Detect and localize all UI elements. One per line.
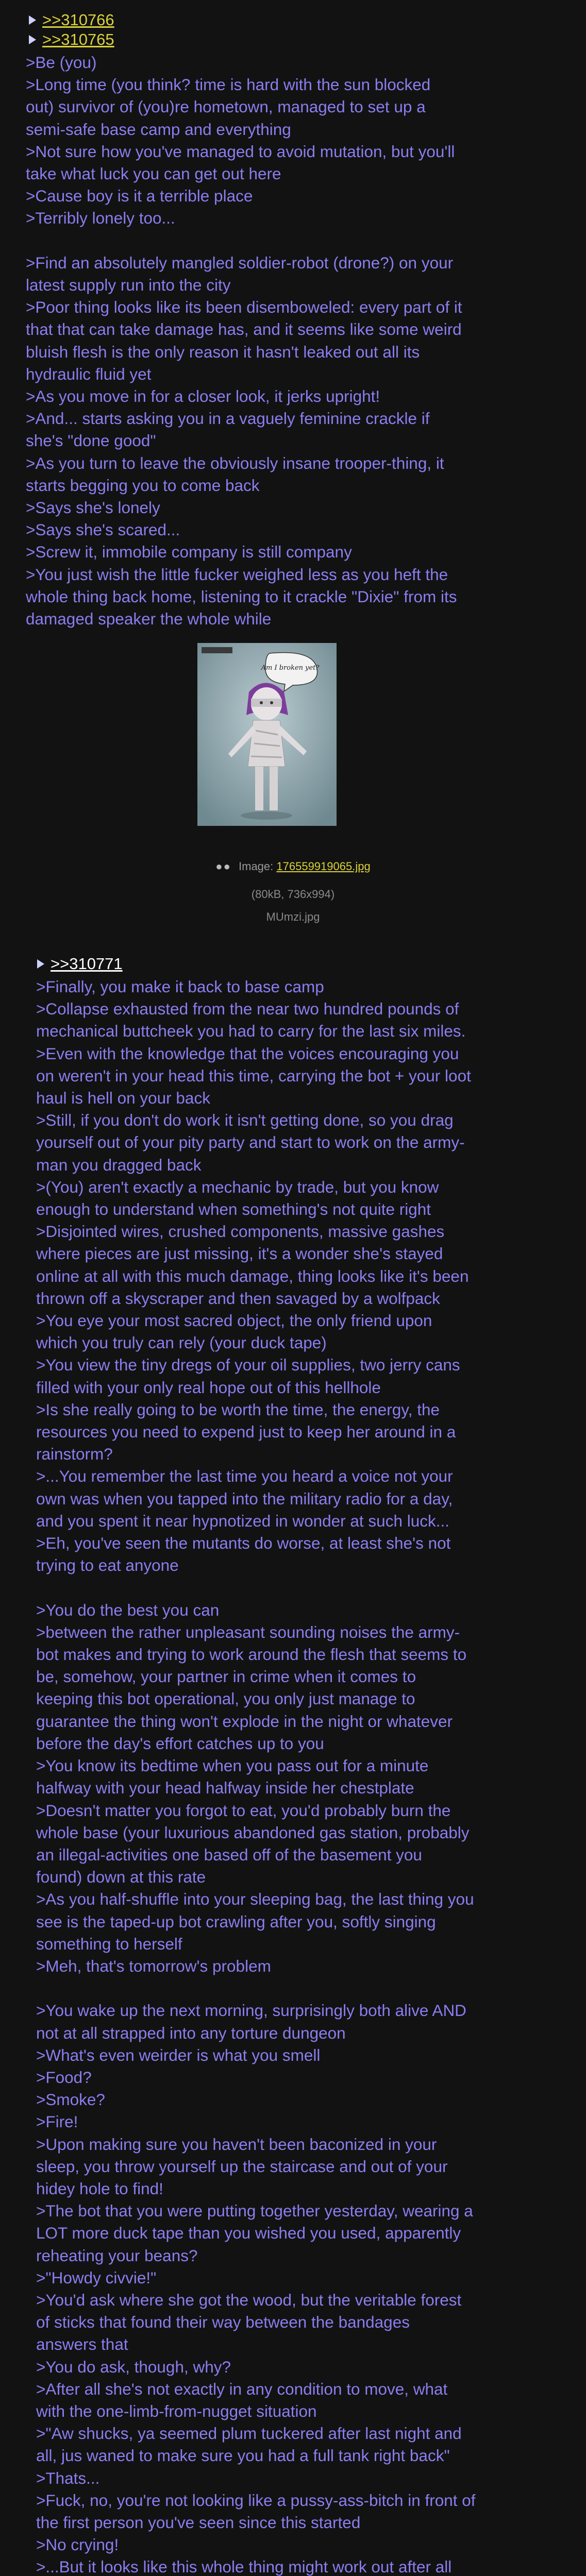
greentext-line: >The bot that you were putting together yesterday, wearing a (36, 2201, 473, 2221)
greentext-line: take what luck you can get out here (26, 164, 281, 183)
greentext-line: reheating your beans? (36, 2246, 198, 2265)
greentext-line: >Meh, that's tomorrow's problem (36, 1956, 271, 1975)
greentext-line: which you truly can rely (your duck tape) (36, 1333, 327, 1352)
greentext-line: >Says she's lonely (26, 498, 160, 517)
greentext-line: mechanical buttcheek you had to carry for the last six miles. (36, 1022, 466, 1041)
greentext-line: thrown off a skyscraper and then savaged by a wolfpack (36, 1289, 440, 1308)
greentext-line: damaged speaker the whole while (26, 609, 272, 629)
greentext-line: yourself out of your pity party and start to work on the army- (36, 1133, 465, 1152)
greentext-line: enough to understand when something's not quite right (36, 1200, 431, 1219)
greentext-line: >Says she's scared... (26, 520, 180, 539)
greentext-line: whole base (your luxurious abandoned gas station, probably (36, 1823, 470, 1842)
greentext-line: >...But it looks like this whole thing might work out after all (36, 2557, 452, 2576)
greentext-line: halfway with your head halfway inside her chestplate (36, 1778, 414, 1798)
greentext-line: man you dragged back (36, 1155, 202, 1174)
greentext-line: she's "done good" (26, 431, 156, 450)
blank-line (26, 230, 557, 252)
greentext-line: >Collapse exhausted from the near two hundred pounds of (36, 999, 459, 1019)
greentext-line: >What's even weirder is what you smell (36, 2045, 321, 2064)
greentext-line: >Smoke? (36, 2090, 105, 2109)
greentext-line: answers that (36, 2335, 128, 2354)
greentext-line: where pieces are just missing, it's a wonder she's stayed (36, 1244, 443, 1263)
greentext-line: an illegal-activities one based off of the basement you (36, 1845, 422, 1864)
greentext-line: >(You) aren't exactly a mechanic by trade, but you know (36, 1177, 439, 1196)
triangle-icon (29, 15, 36, 25)
greentext-line: LOT more duck tape than you wished you used, apparently (36, 2224, 461, 2243)
greentext-line: bluish flesh is the only reason it hasn't leaked out all its (26, 342, 420, 361)
greentext-line: of sticks that found their way between the bandages (36, 2313, 410, 2332)
greentext-line: >Upon making sure you haven't been baconized in your (36, 2134, 437, 2154)
greentext-line: >Thats... (36, 2468, 100, 2487)
greentext-line: >As you half-shuffle into your sleeping bag, the last thing you (36, 1890, 474, 1909)
greentext-line: >Poor thing looks like its been disemboweled: every part of it (26, 298, 462, 317)
greentext-line: trying to eat anyone (36, 1556, 179, 1575)
greentext-line: >"Aw shucks, ya seemed plum tuckered after last night and (36, 2424, 462, 2443)
greentext-line: >You just wish the little fucker weighed less as you heft the (26, 565, 448, 584)
greentext-line: guarantee the thing won't explode in the night or whatever (36, 1711, 453, 1731)
greentext-line: rainstorm? (36, 1445, 113, 1464)
file-link[interactable]: 176559919065.jpg (276, 860, 371, 873)
greentext-line: >Eh, you've seen the mutants do worse, at least she's not (36, 1534, 451, 1553)
greentext-line: >Doesn't matter you forgot to eat, you'd probably burn the (36, 1801, 451, 1820)
greentext-line: >You do ask, though, why? (36, 2357, 231, 2376)
greentext-line: >You know its bedtime when you pass out for a minute (36, 1756, 429, 1775)
greentext-line: resources you need to expend just to keep her around in a (36, 1422, 456, 1442)
speech-bubble-text: Am I broken yet? (261, 664, 320, 672)
greentext-line: hidey hole to find! (36, 2179, 163, 2198)
greentext-line: bot makes and trying to work around the flesh that seems to (36, 1645, 467, 1664)
image-icon: ●● (215, 860, 231, 873)
greentext-line: whole thing back home, listening to it crackle "Dixie" from its (26, 587, 457, 606)
greentext-line: haul is hell on your back (36, 1089, 210, 1108)
greentext-line: >No crying! (36, 2535, 119, 2554)
greentext-line: see is the taped-up bot crawling after you, softly singing (36, 1912, 436, 1931)
greentext-line: >You'd ask where she got the wood, but the veritable forest (36, 2290, 462, 2309)
greentext-line: own was when you tapped into the military radio for a day, (36, 1489, 453, 1508)
post-body (26, 52, 557, 630)
greentext-line: >Is she really going to be worth the time, the energy, the (36, 1400, 440, 1419)
greentext-line: >You do the best you can (36, 1600, 220, 1619)
greentext-line: >Disjointed wires, crushed components, massive gashes (36, 1222, 445, 1241)
greentext-line: >As you turn to leave the obviously insane trooper-thing, it (26, 453, 444, 472)
greentext-line: something to herself (36, 1934, 182, 1953)
greentext-line: >Fire! (36, 2112, 78, 2131)
greentext-line: on weren't in your head this time, carrying the bot + your loot (36, 1066, 471, 1085)
greentext-line: >You wake up the next morning, surprisingly both alive AND (36, 2001, 466, 2020)
greentext-line: starts begging you to come back (26, 476, 260, 495)
greentext-line: hydraulic fluid yet (26, 364, 152, 383)
greentext-line: >Fuck, no, you're not looking like a pussy-ass-bitch in front of (36, 2490, 476, 2510)
greentext-line: that that can take damage has, and it seems like some weird (26, 320, 462, 339)
reply-links (29, 10, 586, 49)
post-310772 (0, 954, 586, 2576)
post-310767 (0, 10, 586, 630)
greentext-line: >You view the tiny dregs of your oil supplies, two jerry cans (36, 1355, 460, 1375)
greentext-line: >Find an absolutely mangled soldier-robot (drone?) on your (26, 253, 454, 272)
greentext-line: filled with your only real hope out of this hellhole (36, 1378, 381, 1397)
file-meta: (80kB, 736x994) (251, 888, 335, 901)
greentext-line: out) survivor of (you)re hometown, managed to set up a (26, 97, 426, 116)
greentext-line: >Food? (36, 2067, 92, 2087)
greentext-line: >...You remember the last time you heard a voice not your (36, 1467, 453, 1486)
file-label: Image (239, 860, 271, 873)
greentext-line: >Screw it, immobile company is still company (26, 543, 352, 562)
greentext-line: >After all she's not exactly in any condition to move, what (36, 2379, 448, 2398)
greentext-line: >"Howdy civvie!" (36, 2268, 157, 2287)
file-original-name: MUmzi.jpg (266, 910, 320, 923)
greentext-line: >And... starts asking you in a vaguely feminine crackle if (26, 409, 430, 428)
triangle-icon (29, 35, 36, 44)
greentext-line: >Long time (you think? time is hard with the sun blocked (26, 75, 431, 94)
reply-link-310771[interactable]: >>310771 (37, 954, 586, 974)
greentext-line: the first person you've seen since this started (36, 2513, 361, 2532)
reply-links (37, 954, 586, 974)
greentext-line: semi-safe base camp and everything (26, 120, 291, 139)
greentext-line: not at all strapped into any torture dungeon (36, 2023, 346, 2042)
file-info: ●● Image: 176559919065.jpg (215, 860, 371, 873)
greentext-line: sleep, you throw yourself up the staircase and out of your (36, 2157, 448, 2176)
greentext-line: all, jus waned to make sure you had a full tank right back" (36, 2446, 450, 2465)
post-image-thumbnail[interactable] (197, 643, 337, 826)
greentext-line: online at all with this much damage, thing looks like it's been (36, 1266, 469, 1285)
greentext-line: >Still, if you don't do work it isn't getting done, so you drag (36, 1111, 454, 1130)
greentext-line: found) down at this rate (36, 1868, 206, 1887)
greentext-line: >between the rather unpleasant sounding noises the army- (36, 1622, 460, 1641)
greentext-line: with the one-limb-from-nugget situation (36, 2401, 317, 2420)
greentext-line: and you spent it near hypnotized in wonder at such luck... (36, 1511, 449, 1530)
post-body (36, 976, 557, 2576)
greentext-line: >Terribly lonely too... (26, 209, 175, 228)
greentext-line: >Even with the knowledge that the voices encouraging you (36, 1044, 459, 1063)
greentext-line: >You eye your most sacred object, the only friend upon (36, 1311, 432, 1330)
robot-illustration (197, 643, 337, 826)
greentext-line: >Finally, you make it back to base camp (36, 977, 324, 996)
blank-line (36, 1977, 557, 1999)
reply-link-310765[interactable]: >>310765 (29, 30, 586, 49)
greentext-line: >As you move in for a closer look, it jerks upright! (26, 387, 380, 406)
greentext-line: keeping this bot operational, you only just manage to (36, 1689, 415, 1708)
greentext-line: latest supply run into the city (26, 276, 231, 295)
greentext-line: >Not sure how you've managed to avoid mutation, but you'll (26, 142, 455, 161)
reply-link-310766[interactable]: >>310766 (29, 10, 586, 30)
triangle-icon (37, 959, 44, 969)
greentext-line: before the day's effort catches up to you (36, 1734, 324, 1753)
greentext-line: >Cause boy is it a terrible place (26, 187, 253, 206)
greentext-line: >Be (you) (26, 53, 97, 72)
blank-line (36, 1577, 557, 1599)
greentext-line: be, somehow, your partner in crime when it comes to (36, 1667, 416, 1686)
